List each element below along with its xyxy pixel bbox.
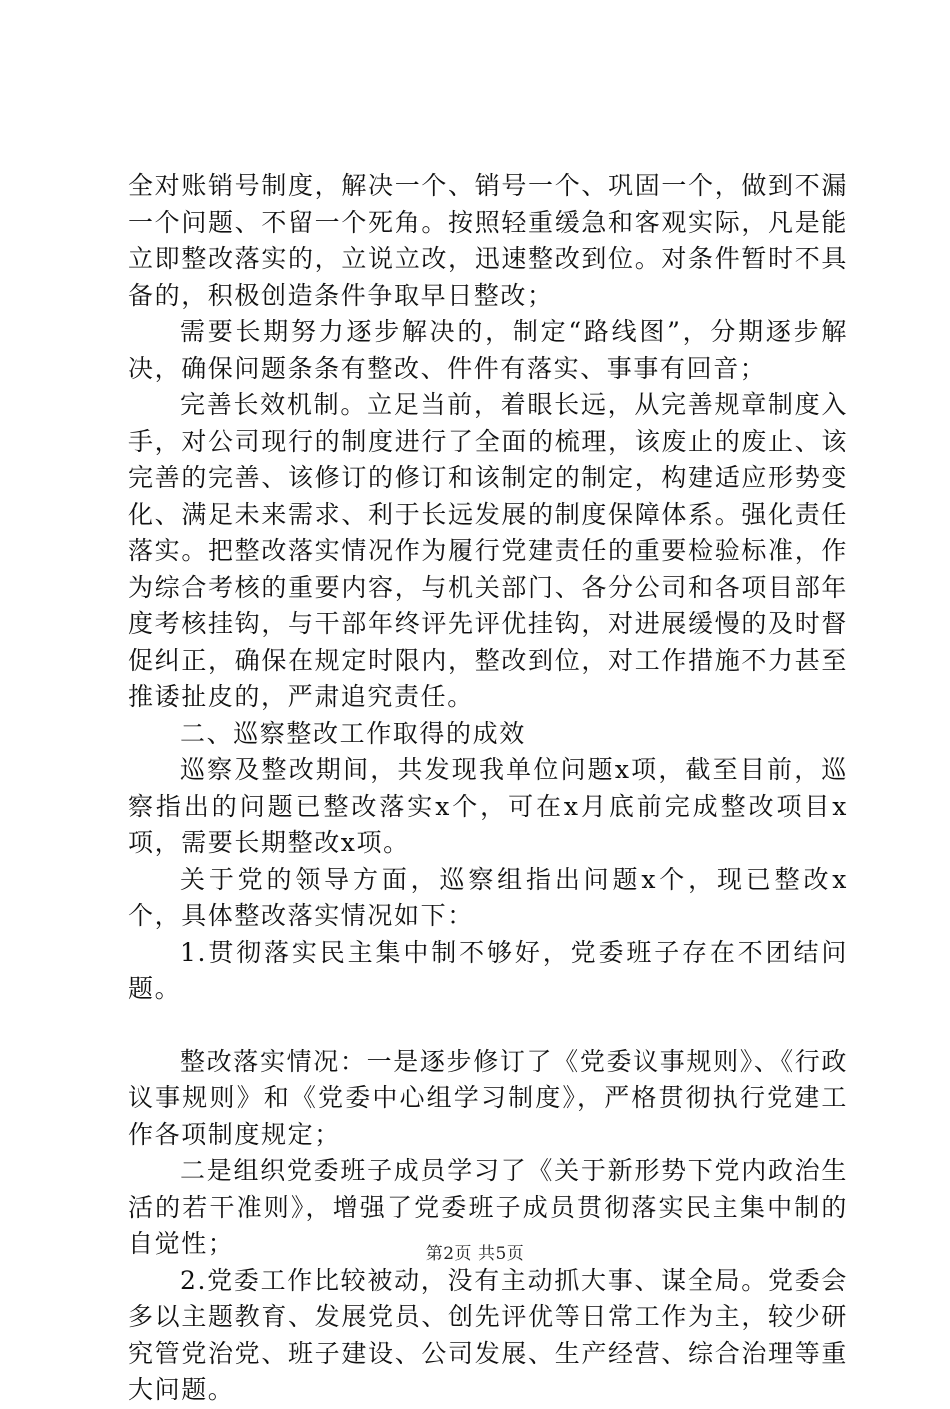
paragraph-rectification-2: 二是组织党委班子成员学习了《关于新形势下党内政治生活的若干准则》，增强了党委班子成员贯彻落实民主集中制的自觉性； [128,1156,848,1258]
document-body [128,168,848,1409]
paragraph-long-term-mechanism: 完善长效机制。立足当前，着眼长远，从完善规章制度入手，对公司现行的制度进行了全面的梳理，该废止的废止、该完善的完善、该修订的修订和该制定的制定，构建适应形势变化、满足未来需求、利于长远发展的制度保障体系。强化责任落实。把整改落实情况作为履行党建责任的重要检验标准，作为综合考核的重要内容，与机关部门、各分公司和各项目部年度考核挂钩，与干部年终评先评优挂钩，对进展缓慢的及时督促纠正，确保在规定时限内，整改到位，对工作措施不力甚至推诿扯皮的，严肃追究责任。 [128,390,848,711]
paragraph-roadmap: 需要长期努力逐步解决的，制定“路线图”，分期逐步解决，确保问题条条有整改、件件有落实、事事有回音； [128,317,848,383]
paragraph-inspection-summary: 巡察及整改期间，共发现我单位问题x项，截至目前，巡察指出的问题已整改落实x个，可在x月底前完成整改项目x项，需要长期整改x项。 [128,755,848,857]
item-2-party-committee-work: 2.党委工作比较被动，没有主动抓大事、谋全局。党委会多以主题教育、发展党员、创先评优等日常工作为主，较少研究管党治党、班子建设、公司发展、生产经营、综合治理等重大问题。 [128,1265,848,1404]
section-heading-results: 二、巡察整改工作取得的成效 [180,718,526,748]
paragraph-rectification-1: 整改落实情况：一是逐步修订了《党委议事规则》、《行政议事规则》和《党委中心组学习制度》，严格贯彻执行党建工作各项制度规定； [128,1046,848,1149]
page-number-footer: 第2页 共5页 [425,1244,525,1264]
paragraph-party-leadership: 关于党的领导方面，巡察组指出问题x个，现已整改x个，具体整改落实情况如下： [128,864,848,930]
item-1-democratic-centralism: 1.贯彻落实民主集中制不够好，党委班子存在不团结问题。 [128,937,848,1003]
paragraph-reconciliation: 全对账销号制度，解决一个、销号一个、巩固一个，做到不漏一个问题、不留一个死角。按照轻重缓急和客观实际，凡是能立即整改落实的，立说立改，迅速整改到位。对条件暂时不具备的，积极创造条件争取早日整改； [128,171,848,310]
